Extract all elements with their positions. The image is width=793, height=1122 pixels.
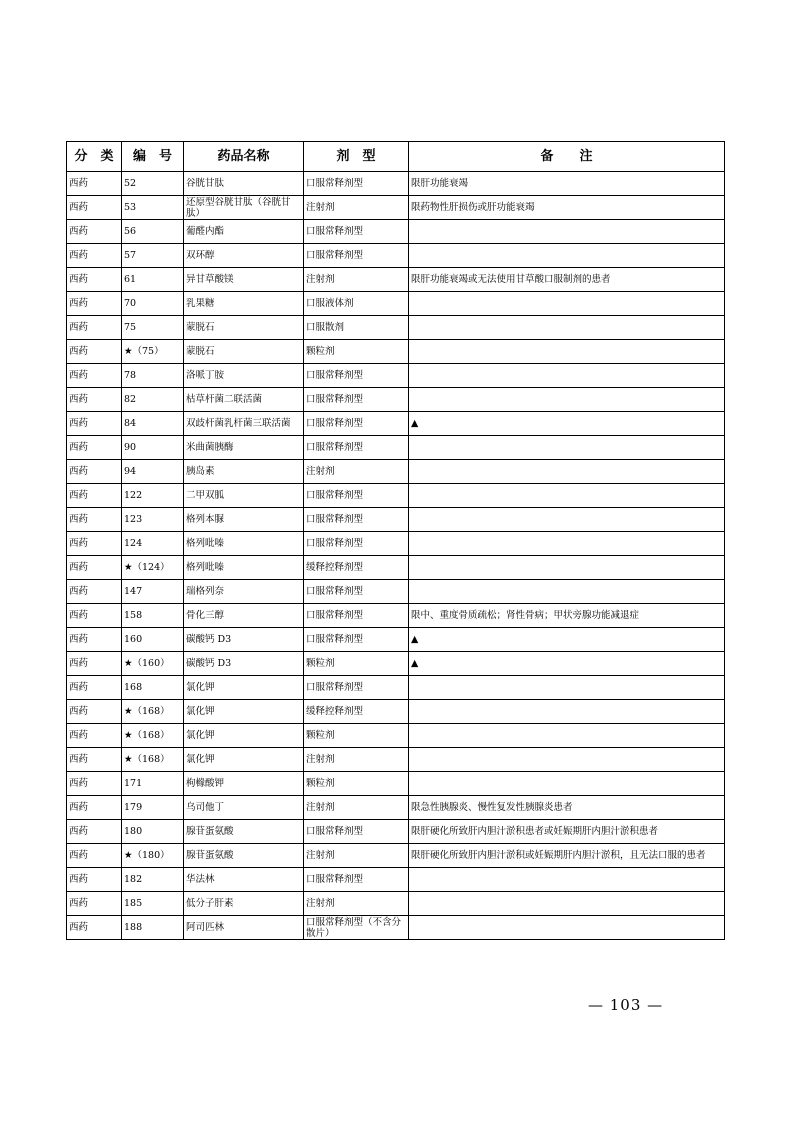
cell-number: ★（75） [122,340,184,364]
cell-category: 西药 [67,532,122,556]
cell-remark [409,388,725,412]
cell-remark [409,556,725,580]
cell-remark: 限急性胰腺炎、慢性复发性胰腺炎患者 [409,796,725,820]
cell-category: 西药 [67,436,122,460]
cell-number: 168 [122,676,184,700]
cell-number: ★（168） [122,700,184,724]
cell-name: 腺苷蛋氨酸 [184,820,304,844]
cell-category: 西药 [67,388,122,412]
cell-form: 口服常释剂型 [304,244,409,268]
table-row [67,196,725,220]
table-row [67,436,725,460]
cell-form: 口服常释剂型 [304,868,409,892]
table-row [67,244,725,268]
cell-number: 94 [122,460,184,484]
cell-category: 西药 [67,772,122,796]
cell-name: 腺苷蛋氨酸 [184,844,304,868]
cell-number: 124 [122,532,184,556]
table-row [67,772,725,796]
cell-name: 格列吡嗪 [184,532,304,556]
table-row [67,364,725,388]
table-row [67,532,725,556]
cell-number: 61 [122,268,184,292]
cell-name: 双歧杆菌乳杆菌三联活菌 [184,412,304,436]
cell-number: 188 [122,916,184,940]
cell-remark: 限中、重度骨质疏松；肾性骨病；甲状旁腺功能减退症 [409,604,725,628]
cell-name: 氯化钾 [184,700,304,724]
cell-category: 西药 [67,340,122,364]
cell-number: ★（124） [122,556,184,580]
cell-remark [409,748,725,772]
cell-remark [409,676,725,700]
cell-form: 口服常释剂型 [304,364,409,388]
cell-number: 182 [122,868,184,892]
cell-name: 洛哌丁胺 [184,364,304,388]
cell-remark: ▲ [409,628,725,652]
cell-form: 口服常释剂型 [304,604,409,628]
table-row [67,412,725,436]
cell-number: 90 [122,436,184,460]
cell-number: 171 [122,772,184,796]
cell-name: 蒙脱石 [184,340,304,364]
table-row [67,508,725,532]
cell-form: 口服常释剂型 [304,412,409,436]
cell-number: 122 [122,484,184,508]
cell-name: 蒙脱石 [184,316,304,340]
cell-form: 注射剂 [304,268,409,292]
cell-category: 西药 [67,604,122,628]
cell-form: 口服常释剂型 [304,484,409,508]
cell-name: 枯草杆菌二联活菌 [184,388,304,412]
cell-category: 西药 [67,676,122,700]
header-remark: 备 注 [409,142,725,172]
cell-form: 口服常释剂型 [304,508,409,532]
cell-category: 西药 [67,268,122,292]
table-row [67,220,725,244]
cell-number: 185 [122,892,184,916]
cell-remark [409,508,725,532]
cell-number: 180 [122,820,184,844]
cell-category: 西药 [67,292,122,316]
table-row [67,556,725,580]
cell-form: 口服常释剂型（不含分散片） [304,916,409,940]
cell-name: 米曲菌胰酶 [184,436,304,460]
cell-number: 52 [122,172,184,196]
cell-remark [409,892,725,916]
cell-category: 西药 [67,484,122,508]
cell-category: 西药 [67,652,122,676]
cell-form: 颗粒剂 [304,772,409,796]
cell-number: 78 [122,364,184,388]
cell-category: 西药 [67,508,122,532]
cell-name: 异甘草酸镁 [184,268,304,292]
table-header-row [67,142,725,172]
table-row [67,916,725,940]
table-row [67,652,725,676]
cell-form: 口服常释剂型 [304,220,409,244]
cell-name: 枸橼酸钾 [184,772,304,796]
cell-name: 葡醛内酯 [184,220,304,244]
cell-category: 西药 [67,172,122,196]
header-category: 分 类 [67,142,122,172]
cell-number: 84 [122,412,184,436]
cell-name: 还原型谷胱甘肽（谷胱甘肽） [184,196,304,220]
page-number: — 103 — [588,996,664,1014]
cell-remark: 限肝硬化所致肝内胆汁淤积或妊娠期肝内胆汁淤积，且无法口服的患者 [409,844,725,868]
cell-form: 口服常释剂型 [304,820,409,844]
table-row [67,892,725,916]
cell-form: 口服常释剂型 [304,436,409,460]
cell-category: 西药 [67,844,122,868]
cell-category: 西药 [67,628,122,652]
table-row [67,796,725,820]
cell-category: 西药 [67,916,122,940]
cell-name: 华法林 [184,868,304,892]
table-row [67,748,725,772]
table-row [67,604,725,628]
cell-number: 75 [122,316,184,340]
cell-remark: 限肝功能衰竭或无法使用甘草酸口服制剂的患者 [409,268,725,292]
cell-name: 乌司他丁 [184,796,304,820]
cell-remark [409,916,725,940]
cell-number: 82 [122,388,184,412]
cell-remark [409,460,725,484]
cell-remark [409,220,725,244]
table-row [67,268,725,292]
cell-remark [409,700,725,724]
cell-form: 口服散剂 [304,316,409,340]
cell-form: 口服常释剂型 [304,676,409,700]
cell-remark [409,292,725,316]
cell-form: 口服液体剂 [304,292,409,316]
cell-name: 阿司匹林 [184,916,304,940]
cell-form: 口服常释剂型 [304,172,409,196]
table-body [67,172,725,940]
cell-category: 西药 [67,796,122,820]
header-form: 剂 型 [304,142,409,172]
cell-category: 西药 [67,364,122,388]
table-row [67,700,725,724]
cell-remark [409,316,725,340]
cell-remark [409,340,725,364]
cell-category: 西药 [67,868,122,892]
table-row [67,580,725,604]
cell-category: 西药 [67,196,122,220]
table-row [67,316,725,340]
cell-remark [409,436,725,460]
table-row [67,340,725,364]
cell-number: 56 [122,220,184,244]
table-row [67,868,725,892]
cell-number: 147 [122,580,184,604]
cell-form: 缓释控释剂型 [304,556,409,580]
cell-remark: ▲ [409,652,725,676]
drug-table [66,141,725,940]
cell-name: 骨化三醇 [184,604,304,628]
table-row [67,484,725,508]
cell-name: 格列本脲 [184,508,304,532]
header-number: 编 号 [122,142,184,172]
cell-remark [409,724,725,748]
cell-remark: 限药物性肝损伤或肝功能衰竭 [409,196,725,220]
cell-category: 西药 [67,892,122,916]
table-row [67,628,725,652]
cell-category: 西药 [67,220,122,244]
cell-form: 注射剂 [304,748,409,772]
cell-remark [409,484,725,508]
cell-name: 乳果糖 [184,292,304,316]
cell-number: 179 [122,796,184,820]
cell-form: 注射剂 [304,892,409,916]
cell-remark [409,772,725,796]
cell-form: 颗粒剂 [304,652,409,676]
cell-remark [409,364,725,388]
cell-form: 口服常释剂型 [304,580,409,604]
cell-name: 碳酸钙 D3 [184,628,304,652]
cell-form: 颗粒剂 [304,340,409,364]
cell-category: 西药 [67,724,122,748]
cell-category: 西药 [67,460,122,484]
cell-form: 颗粒剂 [304,724,409,748]
cell-number: 57 [122,244,184,268]
cell-remark [409,244,725,268]
cell-category: 西药 [67,244,122,268]
cell-form: 口服常释剂型 [304,628,409,652]
cell-remark [409,580,725,604]
table-row [67,676,725,700]
header-name: 药品名称 [184,142,304,172]
cell-name: 碳酸钙 D3 [184,652,304,676]
cell-remark: ▲ [409,412,725,436]
cell-category: 西药 [67,412,122,436]
cell-number: 53 [122,196,184,220]
cell-number: ★（180） [122,844,184,868]
cell-category: 西药 [67,700,122,724]
cell-name: 格列吡嗪 [184,556,304,580]
cell-name: 低分子肝素 [184,892,304,916]
cell-form: 缓释控释剂型 [304,700,409,724]
cell-name: 瑞格列奈 [184,580,304,604]
cell-number: ★（168） [122,748,184,772]
table-row [67,844,725,868]
table-row [67,172,725,196]
cell-number: 160 [122,628,184,652]
cell-remark: 限肝功能衰竭 [409,172,725,196]
table-row [67,724,725,748]
cell-name: 胰岛素 [184,460,304,484]
cell-form: 口服常释剂型 [304,532,409,556]
cell-name: 氯化钾 [184,676,304,700]
table-row [67,388,725,412]
cell-name: 双环醇 [184,244,304,268]
cell-name: 氯化钾 [184,724,304,748]
cell-name: 谷胱甘肽 [184,172,304,196]
cell-category: 西药 [67,580,122,604]
cell-form: 口服常释剂型 [304,388,409,412]
cell-name: 二甲双胍 [184,484,304,508]
cell-category: 西药 [67,316,122,340]
table-row [67,292,725,316]
cell-number: ★（160） [122,652,184,676]
table-row [67,460,725,484]
cell-remark [409,868,725,892]
cell-number: 123 [122,508,184,532]
cell-remark: 限肝硬化所致肝内胆汁淤积患者或妊娠期肝内胆汁淤积患者 [409,820,725,844]
table-row [67,820,725,844]
cell-number: 158 [122,604,184,628]
cell-name: 氯化钾 [184,748,304,772]
cell-category: 西药 [67,748,122,772]
cell-form: 注射剂 [304,460,409,484]
cell-remark [409,532,725,556]
cell-form: 注射剂 [304,196,409,220]
cell-category: 西药 [67,820,122,844]
cell-form: 注射剂 [304,796,409,820]
cell-form: 注射剂 [304,844,409,868]
cell-number: ★（168） [122,724,184,748]
cell-category: 西药 [67,556,122,580]
cell-number: 70 [122,292,184,316]
